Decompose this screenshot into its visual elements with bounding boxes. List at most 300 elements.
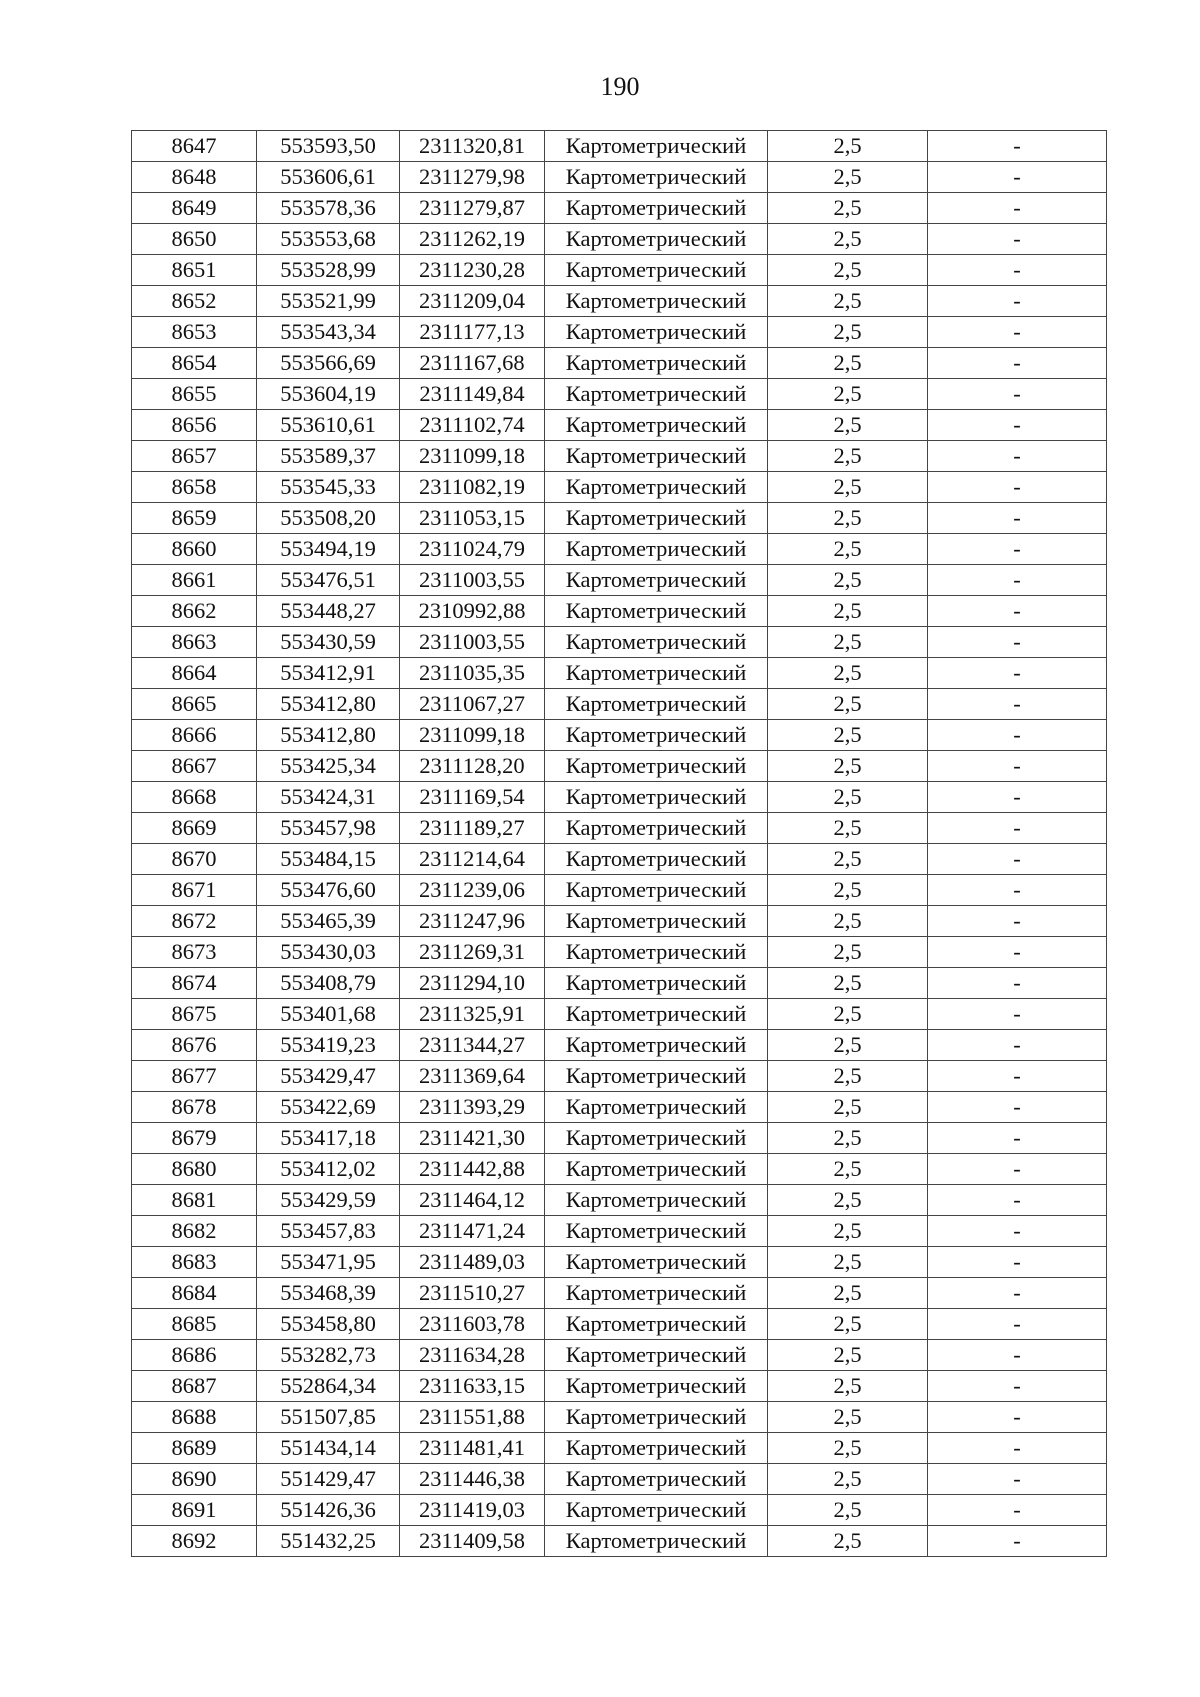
method-cell: Картометрический	[545, 410, 768, 441]
accuracy-cell: 2,5	[768, 1278, 928, 1309]
note-cell: -	[928, 596, 1107, 627]
x-coordinate-cell: 553412,80	[257, 689, 400, 720]
table-row	[132, 906, 1107, 937]
point-number-cell: 8670	[132, 844, 257, 875]
method-cell: Картометрический	[545, 441, 768, 472]
table-row	[132, 503, 1107, 534]
table-row	[132, 1061, 1107, 1092]
note-cell: -	[928, 844, 1107, 875]
table-row	[132, 658, 1107, 689]
x-coordinate-cell: 553589,37	[257, 441, 400, 472]
point-number-cell: 8678	[132, 1092, 257, 1123]
note-cell: -	[928, 1309, 1107, 1340]
y-coordinate-cell: 2311189,27	[400, 813, 545, 844]
accuracy-cell: 2,5	[768, 410, 928, 441]
x-coordinate-cell: 553412,80	[257, 720, 400, 751]
accuracy-cell: 2,5	[768, 1092, 928, 1123]
coordinates-table-body	[132, 131, 1107, 1557]
method-cell: Картометрический	[545, 968, 768, 999]
point-number-cell: 8672	[132, 906, 257, 937]
x-coordinate-cell: 553471,95	[257, 1247, 400, 1278]
x-coordinate-cell: 553429,47	[257, 1061, 400, 1092]
point-number-cell: 8673	[132, 937, 257, 968]
y-coordinate-cell: 2311551,88	[400, 1402, 545, 1433]
note-cell: -	[928, 131, 1107, 162]
table-row	[132, 410, 1107, 441]
point-number-cell: 8680	[132, 1154, 257, 1185]
accuracy-cell: 2,5	[768, 1247, 928, 1278]
method-cell: Картометрический	[545, 689, 768, 720]
method-cell: Картометрический	[545, 1123, 768, 1154]
y-coordinate-cell: 2311369,64	[400, 1061, 545, 1092]
method-cell: Картометрический	[545, 224, 768, 255]
point-number-cell: 8651	[132, 255, 257, 286]
point-number-cell: 8663	[132, 627, 257, 658]
method-cell: Картометрический	[545, 503, 768, 534]
point-number-cell: 8656	[132, 410, 257, 441]
point-number-cell: 8682	[132, 1216, 257, 1247]
method-cell: Картометрический	[545, 1030, 768, 1061]
point-number-cell: 8661	[132, 565, 257, 596]
accuracy-cell: 2,5	[768, 565, 928, 596]
table-row	[132, 1526, 1107, 1557]
x-coordinate-cell: 553457,83	[257, 1216, 400, 1247]
table-row	[132, 286, 1107, 317]
accuracy-cell: 2,5	[768, 596, 928, 627]
accuracy-cell: 2,5	[768, 1433, 928, 1464]
point-number-cell: 8684	[132, 1278, 257, 1309]
y-coordinate-cell: 2311099,18	[400, 441, 545, 472]
point-number-cell: 8669	[132, 813, 257, 844]
note-cell: -	[928, 1216, 1107, 1247]
y-coordinate-cell: 2311230,28	[400, 255, 545, 286]
point-number-cell: 8654	[132, 348, 257, 379]
note-cell: -	[928, 1154, 1107, 1185]
y-coordinate-cell: 2311279,98	[400, 162, 545, 193]
table-row	[132, 1433, 1107, 1464]
point-number-cell: 8679	[132, 1123, 257, 1154]
method-cell: Картометрический	[545, 1061, 768, 1092]
note-cell: -	[928, 1030, 1107, 1061]
point-number-cell: 8649	[132, 193, 257, 224]
method-cell: Картометрический	[545, 1309, 768, 1340]
y-coordinate-cell: 2311279,87	[400, 193, 545, 224]
method-cell: Картометрический	[545, 627, 768, 658]
note-cell: -	[928, 689, 1107, 720]
table-row	[132, 1495, 1107, 1526]
accuracy-cell: 2,5	[768, 379, 928, 410]
x-coordinate-cell: 553508,20	[257, 503, 400, 534]
note-cell: -	[928, 1371, 1107, 1402]
accuracy-cell: 2,5	[768, 286, 928, 317]
table-row	[132, 1123, 1107, 1154]
method-cell: Картометрический	[545, 596, 768, 627]
table-row	[132, 813, 1107, 844]
table-row	[132, 596, 1107, 627]
accuracy-cell: 2,5	[768, 1309, 928, 1340]
method-cell: Картометрический	[545, 1092, 768, 1123]
point-number-cell: 8692	[132, 1526, 257, 1557]
note-cell: -	[928, 627, 1107, 658]
table-row	[132, 1278, 1107, 1309]
y-coordinate-cell: 2311247,96	[400, 906, 545, 937]
note-cell: -	[928, 1495, 1107, 1526]
x-coordinate-cell: 553458,80	[257, 1309, 400, 1340]
y-coordinate-cell: 2311421,30	[400, 1123, 545, 1154]
y-coordinate-cell: 2311209,04	[400, 286, 545, 317]
x-coordinate-cell: 553457,98	[257, 813, 400, 844]
point-number-cell: 8690	[132, 1464, 257, 1495]
x-coordinate-cell: 553528,99	[257, 255, 400, 286]
accuracy-cell: 2,5	[768, 131, 928, 162]
note-cell: -	[928, 441, 1107, 472]
accuracy-cell: 2,5	[768, 999, 928, 1030]
note-cell: -	[928, 1402, 1107, 1433]
x-coordinate-cell: 553468,39	[257, 1278, 400, 1309]
table-row	[132, 317, 1107, 348]
accuracy-cell: 2,5	[768, 1464, 928, 1495]
point-number-cell: 8658	[132, 472, 257, 503]
x-coordinate-cell: 553545,33	[257, 472, 400, 503]
method-cell: Картометрический	[545, 131, 768, 162]
x-coordinate-cell: 553429,59	[257, 1185, 400, 1216]
method-cell: Картометрический	[545, 1154, 768, 1185]
point-number-cell: 8686	[132, 1340, 257, 1371]
method-cell: Картометрический	[545, 937, 768, 968]
table-row	[132, 999, 1107, 1030]
accuracy-cell: 2,5	[768, 1495, 928, 1526]
accuracy-cell: 2,5	[768, 782, 928, 813]
method-cell: Картометрический	[545, 1526, 768, 1557]
point-number-cell: 8675	[132, 999, 257, 1030]
accuracy-cell: 2,5	[768, 689, 928, 720]
point-number-cell: 8689	[132, 1433, 257, 1464]
accuracy-cell: 2,5	[768, 1340, 928, 1371]
note-cell: -	[928, 286, 1107, 317]
note-cell: -	[928, 1061, 1107, 1092]
x-coordinate-cell: 553425,34	[257, 751, 400, 782]
method-cell: Картометрический	[545, 534, 768, 565]
method-cell: Картометрический	[545, 162, 768, 193]
accuracy-cell: 2,5	[768, 1154, 928, 1185]
x-coordinate-cell: 553484,15	[257, 844, 400, 875]
table-row	[132, 627, 1107, 658]
method-cell: Картометрический	[545, 1247, 768, 1278]
note-cell: -	[928, 658, 1107, 689]
method-cell: Картометрический	[545, 255, 768, 286]
y-coordinate-cell: 2311167,68	[400, 348, 545, 379]
method-cell: Картометрический	[545, 1464, 768, 1495]
point-number-cell: 8687	[132, 1371, 257, 1402]
accuracy-cell: 2,5	[768, 1030, 928, 1061]
x-coordinate-cell: 553412,91	[257, 658, 400, 689]
table-row	[132, 1030, 1107, 1061]
method-cell: Картометрический	[545, 379, 768, 410]
y-coordinate-cell: 2311053,15	[400, 503, 545, 534]
accuracy-cell: 2,5	[768, 875, 928, 906]
note-cell: -	[928, 1340, 1107, 1371]
note-cell: -	[928, 813, 1107, 844]
y-coordinate-cell: 2311003,55	[400, 565, 545, 596]
y-coordinate-cell: 2311099,18	[400, 720, 545, 751]
y-coordinate-cell: 2311067,27	[400, 689, 545, 720]
accuracy-cell: 2,5	[768, 1216, 928, 1247]
x-coordinate-cell: 553606,61	[257, 162, 400, 193]
y-coordinate-cell: 2311633,15	[400, 1371, 545, 1402]
note-cell: -	[928, 1433, 1107, 1464]
point-number-cell: 8683	[132, 1247, 257, 1278]
y-coordinate-cell: 2311471,24	[400, 1216, 545, 1247]
accuracy-cell: 2,5	[768, 968, 928, 999]
x-coordinate-cell: 553465,39	[257, 906, 400, 937]
table-row	[132, 1464, 1107, 1495]
method-cell: Картометрический	[545, 1185, 768, 1216]
y-coordinate-cell: 2311035,35	[400, 658, 545, 689]
table-row	[132, 689, 1107, 720]
x-coordinate-cell: 553476,51	[257, 565, 400, 596]
x-coordinate-cell: 551434,14	[257, 1433, 400, 1464]
x-coordinate-cell: 553604,19	[257, 379, 400, 410]
note-cell: -	[928, 534, 1107, 565]
coordinates-table	[131, 130, 1107, 1557]
method-cell: Картометрический	[545, 813, 768, 844]
x-coordinate-cell: 553543,34	[257, 317, 400, 348]
note-cell: -	[928, 565, 1107, 596]
y-coordinate-cell: 2311169,54	[400, 782, 545, 813]
x-coordinate-cell: 553419,23	[257, 1030, 400, 1061]
table-row	[132, 1185, 1107, 1216]
point-number-cell: 8685	[132, 1309, 257, 1340]
table-row	[132, 720, 1107, 751]
method-cell: Картометрический	[545, 1340, 768, 1371]
table-row	[132, 1247, 1107, 1278]
point-number-cell: 8681	[132, 1185, 257, 1216]
note-cell: -	[928, 162, 1107, 193]
y-coordinate-cell: 2311481,41	[400, 1433, 545, 1464]
y-coordinate-cell: 2311269,31	[400, 937, 545, 968]
accuracy-cell: 2,5	[768, 813, 928, 844]
y-coordinate-cell: 2311262,19	[400, 224, 545, 255]
note-cell: -	[928, 1185, 1107, 1216]
table-row	[132, 844, 1107, 875]
table-row	[132, 565, 1107, 596]
note-cell: -	[928, 255, 1107, 286]
accuracy-cell: 2,5	[768, 441, 928, 472]
table-row	[132, 1309, 1107, 1340]
table-row	[132, 348, 1107, 379]
method-cell: Картометрический	[545, 875, 768, 906]
x-coordinate-cell: 553408,79	[257, 968, 400, 999]
y-coordinate-cell: 2311214,64	[400, 844, 545, 875]
y-coordinate-cell: 2311464,12	[400, 1185, 545, 1216]
note-cell: -	[928, 472, 1107, 503]
accuracy-cell: 2,5	[768, 472, 928, 503]
point-number-cell: 8676	[132, 1030, 257, 1061]
point-number-cell: 8665	[132, 689, 257, 720]
point-number-cell: 8650	[132, 224, 257, 255]
table-row	[132, 131, 1107, 162]
x-coordinate-cell: 552864,34	[257, 1371, 400, 1402]
method-cell: Картометрический	[545, 1402, 768, 1433]
method-cell: Картометрический	[545, 1216, 768, 1247]
x-coordinate-cell: 553422,69	[257, 1092, 400, 1123]
accuracy-cell: 2,5	[768, 193, 928, 224]
point-number-cell: 8652	[132, 286, 257, 317]
accuracy-cell: 2,5	[768, 1061, 928, 1092]
point-number-cell: 8666	[132, 720, 257, 751]
table-row	[132, 441, 1107, 472]
note-cell: -	[928, 503, 1107, 534]
x-coordinate-cell: 553610,61	[257, 410, 400, 441]
y-coordinate-cell: 2311634,28	[400, 1340, 545, 1371]
table-row	[132, 255, 1107, 286]
note-cell: -	[928, 1464, 1107, 1495]
point-number-cell: 8659	[132, 503, 257, 534]
point-number-cell: 8660	[132, 534, 257, 565]
accuracy-cell: 2,5	[768, 937, 928, 968]
note-cell: -	[928, 875, 1107, 906]
x-coordinate-cell: 553578,36	[257, 193, 400, 224]
x-coordinate-cell: 553448,27	[257, 596, 400, 627]
method-cell: Картометрический	[545, 472, 768, 503]
y-coordinate-cell: 2311102,74	[400, 410, 545, 441]
note-cell: -	[928, 1092, 1107, 1123]
note-cell: -	[928, 782, 1107, 813]
x-coordinate-cell: 553476,60	[257, 875, 400, 906]
table-row	[132, 379, 1107, 410]
x-coordinate-cell: 553430,03	[257, 937, 400, 968]
accuracy-cell: 2,5	[768, 317, 928, 348]
table-row	[132, 534, 1107, 565]
x-coordinate-cell: 551432,25	[257, 1526, 400, 1557]
y-coordinate-cell: 2311177,13	[400, 317, 545, 348]
point-number-cell: 8691	[132, 1495, 257, 1526]
table-row	[132, 224, 1107, 255]
table-row	[132, 1402, 1107, 1433]
table-row	[132, 937, 1107, 968]
point-number-cell: 8648	[132, 162, 257, 193]
point-number-cell: 8668	[132, 782, 257, 813]
method-cell: Картометрический	[545, 658, 768, 689]
point-number-cell: 8664	[132, 658, 257, 689]
x-coordinate-cell: 553401,68	[257, 999, 400, 1030]
method-cell: Картометрический	[545, 1433, 768, 1464]
method-cell: Картометрический	[545, 751, 768, 782]
table-row	[132, 1340, 1107, 1371]
y-coordinate-cell: 2311446,38	[400, 1464, 545, 1495]
note-cell: -	[928, 937, 1107, 968]
table-row	[132, 751, 1107, 782]
table-row	[132, 1154, 1107, 1185]
accuracy-cell: 2,5	[768, 348, 928, 379]
accuracy-cell: 2,5	[768, 1185, 928, 1216]
method-cell: Картометрический	[545, 844, 768, 875]
y-coordinate-cell: 2311024,79	[400, 534, 545, 565]
x-coordinate-cell: 553553,68	[257, 224, 400, 255]
accuracy-cell: 2,5	[768, 162, 928, 193]
y-coordinate-cell: 2311603,78	[400, 1309, 545, 1340]
note-cell: -	[928, 751, 1107, 782]
page-number: 190	[600, 72, 640, 101]
table-row	[132, 875, 1107, 906]
note-cell: -	[928, 1123, 1107, 1154]
y-coordinate-cell: 2311082,19	[400, 472, 545, 503]
point-number-cell: 8674	[132, 968, 257, 999]
method-cell: Картометрический	[545, 565, 768, 596]
method-cell: Картометрический	[545, 317, 768, 348]
x-coordinate-cell: 553417,18	[257, 1123, 400, 1154]
method-cell: Картометрический	[545, 999, 768, 1030]
accuracy-cell: 2,5	[768, 224, 928, 255]
table-row	[132, 472, 1107, 503]
x-coordinate-cell: 553282,73	[257, 1340, 400, 1371]
method-cell: Картометрический	[545, 348, 768, 379]
accuracy-cell: 2,5	[768, 503, 928, 534]
note-cell: -	[928, 317, 1107, 348]
x-coordinate-cell: 551429,47	[257, 1464, 400, 1495]
note-cell: -	[928, 224, 1107, 255]
y-coordinate-cell: 2311239,06	[400, 875, 545, 906]
method-cell: Картометрический	[545, 1278, 768, 1309]
accuracy-cell: 2,5	[768, 627, 928, 658]
accuracy-cell: 2,5	[768, 658, 928, 689]
y-coordinate-cell: 2310992,88	[400, 596, 545, 627]
y-coordinate-cell: 2311294,10	[400, 968, 545, 999]
y-coordinate-cell: 2311393,29	[400, 1092, 545, 1123]
table-row	[132, 1092, 1107, 1123]
x-coordinate-cell: 553424,31	[257, 782, 400, 813]
point-number-cell: 8667	[132, 751, 257, 782]
note-cell: -	[928, 1247, 1107, 1278]
y-coordinate-cell: 2311320,81	[400, 131, 545, 162]
accuracy-cell: 2,5	[768, 1123, 928, 1154]
note-cell: -	[928, 348, 1107, 379]
point-number-cell: 8647	[132, 131, 257, 162]
y-coordinate-cell: 2311325,91	[400, 999, 545, 1030]
accuracy-cell: 2,5	[768, 720, 928, 751]
y-coordinate-cell: 2311510,27	[400, 1278, 545, 1309]
table-row	[132, 193, 1107, 224]
note-cell: -	[928, 906, 1107, 937]
point-number-cell: 8653	[132, 317, 257, 348]
table-row	[132, 782, 1107, 813]
point-number-cell: 8657	[132, 441, 257, 472]
accuracy-cell: 2,5	[768, 1526, 928, 1557]
accuracy-cell: 2,5	[768, 534, 928, 565]
x-coordinate-cell: 553566,69	[257, 348, 400, 379]
table-row	[132, 1216, 1107, 1247]
y-coordinate-cell: 2311409,58	[400, 1526, 545, 1557]
method-cell: Картометрический	[545, 906, 768, 937]
accuracy-cell: 2,5	[768, 906, 928, 937]
point-number-cell: 8677	[132, 1061, 257, 1092]
method-cell: Картометрический	[545, 286, 768, 317]
method-cell: Картометрический	[545, 1371, 768, 1402]
accuracy-cell: 2,5	[768, 255, 928, 286]
table-row	[132, 1371, 1107, 1402]
note-cell: -	[928, 720, 1107, 751]
point-number-cell: 8688	[132, 1402, 257, 1433]
x-coordinate-cell: 553521,99	[257, 286, 400, 317]
method-cell: Картометрический	[545, 193, 768, 224]
x-coordinate-cell: 551507,85	[257, 1402, 400, 1433]
y-coordinate-cell: 2311419,03	[400, 1495, 545, 1526]
x-coordinate-cell: 553593,50	[257, 131, 400, 162]
table-row	[132, 162, 1107, 193]
method-cell: Картометрический	[545, 782, 768, 813]
x-coordinate-cell: 553430,59	[257, 627, 400, 658]
note-cell: -	[928, 999, 1107, 1030]
